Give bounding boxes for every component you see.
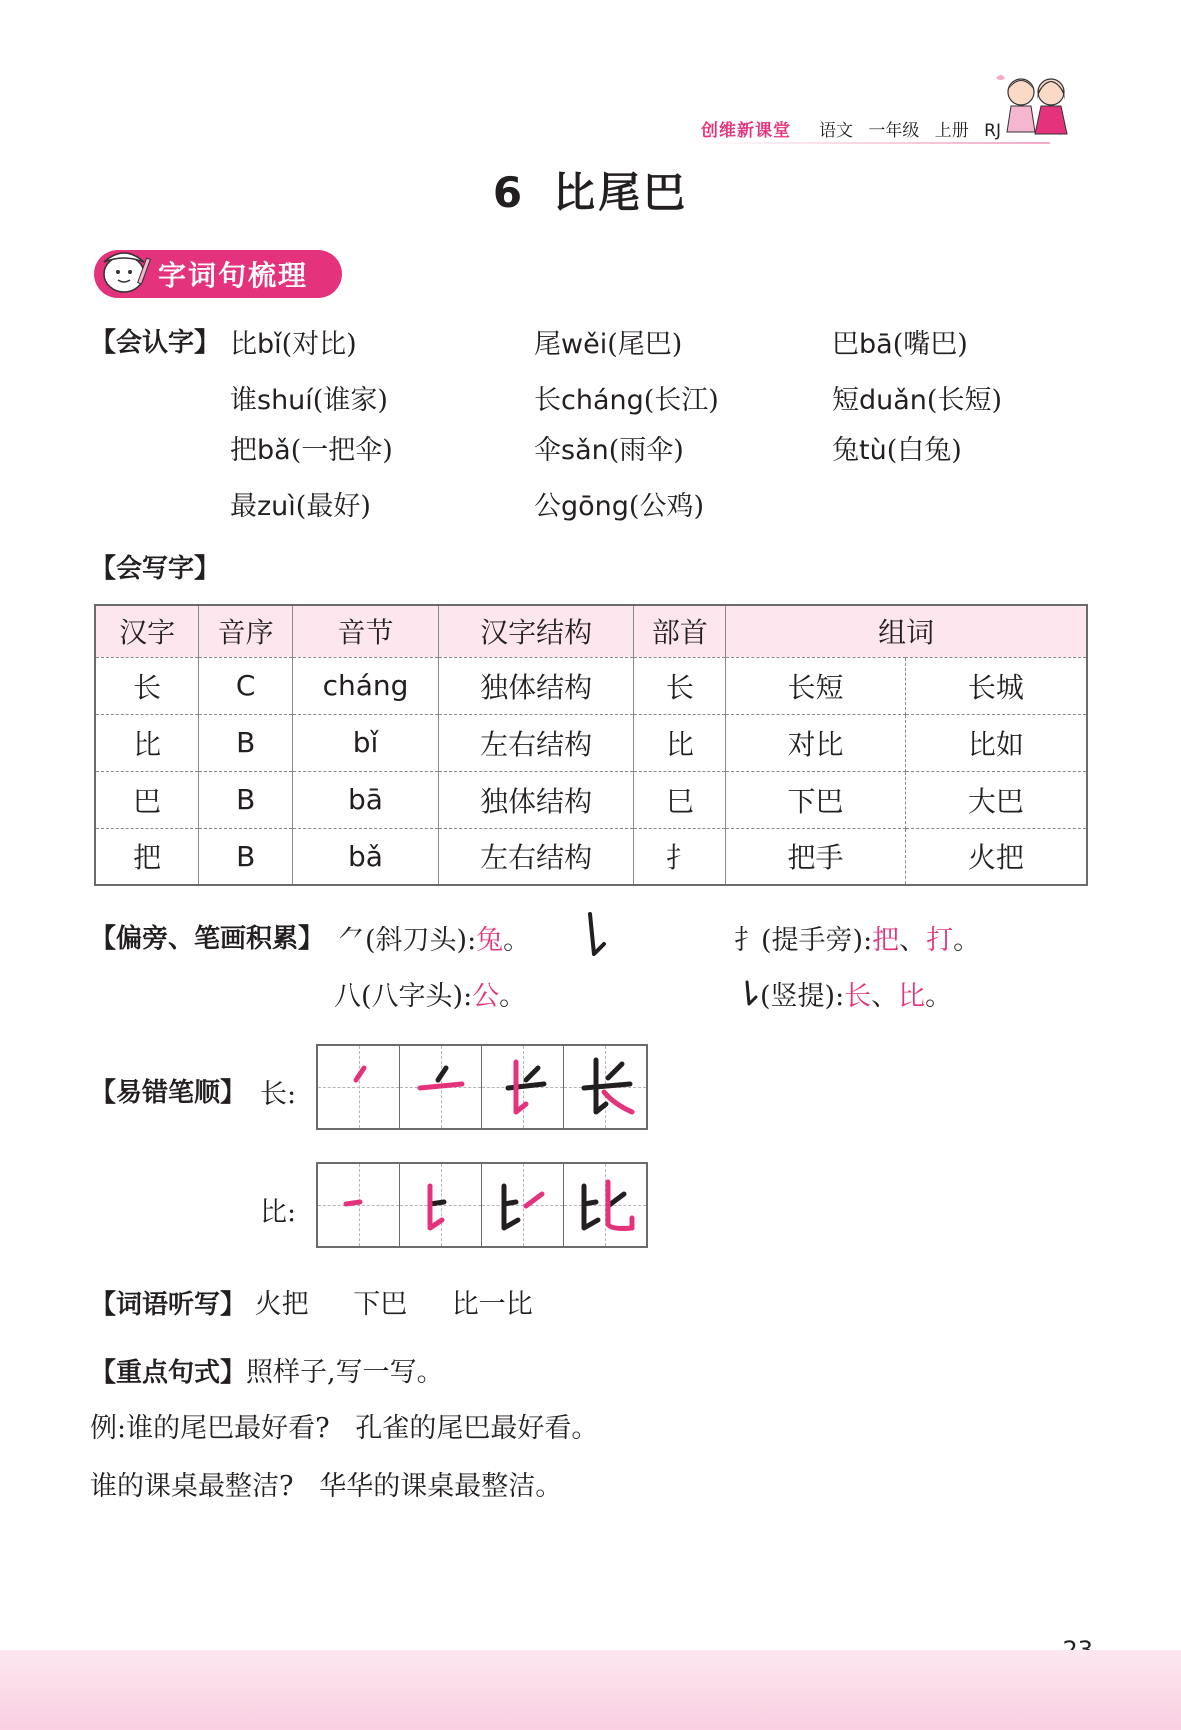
recognize-item: 公gōng(公鸡): [534, 491, 704, 522]
mascot-icon: [96, 244, 154, 296]
dictation-word: 火把: [254, 1289, 309, 1320]
lesson-title: [0, 160, 1181, 220]
recognize-item: 把bǎ(一把伞): [230, 435, 393, 466]
recognize-item: 短duǎn(长短): [832, 385, 1002, 416]
recognize-item: 尾wěi(尾巴): [534, 329, 683, 360]
stroke-step: [400, 1046, 482, 1128]
edition: RJ: [984, 121, 1001, 141]
exercise-sentence: 谁的课桌最整洁? 华华的课桌最整洁。: [90, 1471, 563, 1502]
lesson-name: 比尾巴: [553, 168, 689, 217]
section-tag: [94, 250, 342, 298]
radical-item: 八(八字头):公。: [334, 981, 527, 1012]
stroke-step: [482, 1164, 564, 1246]
dictation-words: [255, 1289, 569, 1320]
stroke-order-label: 【易错笔顺】: [90, 1078, 247, 1108]
grade: 一年级: [868, 121, 920, 141]
volume: 上册: [934, 121, 969, 141]
recognize-item: 兔tù(白兔): [832, 435, 962, 466]
key-sentence-label: 【重点句式】: [90, 1358, 247, 1388]
table-row: 长 C cháng 独体结构 长 长短 长城: [95, 657, 1087, 714]
table-header: 组词: [726, 605, 1087, 657]
key-sentence-instruction: 照样子,写一写。: [246, 1357, 444, 1388]
brand-name: 创维新课堂: [700, 121, 791, 141]
dictation-section: [90, 1282, 569, 1321]
recognize-item: 最zuì(最好): [230, 491, 371, 522]
table-header: 部首: [634, 605, 726, 657]
header-divider: [690, 142, 1050, 144]
radicals-label: 【偏旁、笔画积累】: [90, 924, 325, 954]
lesson-number: 6: [492, 168, 526, 217]
recognize-item: 伞sǎn(雨伞): [534, 435, 684, 466]
vertical-lift-stroke-icon: [580, 908, 610, 968]
section-tag-label: 字词句梳理: [158, 259, 309, 292]
kids-illustration-icon: [991, 70, 1081, 150]
table-row: 比 B bǐ 左右结构 比 对比 比如: [95, 714, 1087, 771]
stroke-char-label: 比:: [260, 1197, 297, 1228]
stroke-grid-bi: [316, 1162, 648, 1248]
recognize-item: 长cháng(长江): [534, 385, 719, 416]
dictation-word: 比一比: [451, 1289, 533, 1320]
example-sentence: 例:谁的尾巴最好看? 孔雀的尾巴最好看。: [90, 1413, 599, 1444]
book-meta: [809, 116, 1001, 141]
recognize-item: 谁shuí(谁家): [230, 385, 388, 416]
recognize-item: 巴bā(嘴巴): [832, 329, 968, 360]
stroke-char-label: 长:: [260, 1079, 297, 1110]
key-sentence-section: [90, 1350, 444, 1389]
radical-item: 扌(提手旁):把、打。: [734, 925, 981, 956]
table-header: 汉字: [95, 605, 199, 657]
subject: 语文: [818, 121, 853, 141]
table-row: 巴 B bā 独体结构 巳 下巴 大巴: [95, 771, 1087, 828]
stroke-grid-chang: [316, 1044, 648, 1130]
dictation-word: 下巴: [353, 1289, 408, 1320]
table-header: 音节: [293, 605, 439, 657]
character-table: [94, 604, 1088, 886]
radical-item: ⺈(斜刀头):兔。: [338, 925, 531, 956]
radical-item: (竖提):长、比。: [740, 974, 952, 1013]
table-row: 把 B bǎ 左右结构 扌 把手 火把: [95, 828, 1087, 885]
vertical-lift-stroke-icon: [740, 979, 760, 1009]
recognize-item: 比bǐ(对比): [230, 329, 357, 360]
stroke-step: [400, 1164, 482, 1246]
table-header: 汉字结构: [438, 605, 634, 657]
table-header-row: [95, 605, 1087, 657]
footer-band: [0, 1650, 1181, 1730]
page-header: [701, 116, 1001, 141]
stroke-step: [482, 1046, 564, 1128]
recognize-label: 【会认字】: [90, 328, 221, 358]
write-label: 【会写字】: [90, 554, 221, 584]
stroke-step: [318, 1164, 400, 1246]
dictation-label: 【词语听写】: [90, 1290, 247, 1320]
stroke-step: [318, 1046, 400, 1128]
table-header: 音序: [199, 605, 293, 657]
stroke-step: [564, 1046, 646, 1128]
stroke-step: [564, 1164, 646, 1246]
